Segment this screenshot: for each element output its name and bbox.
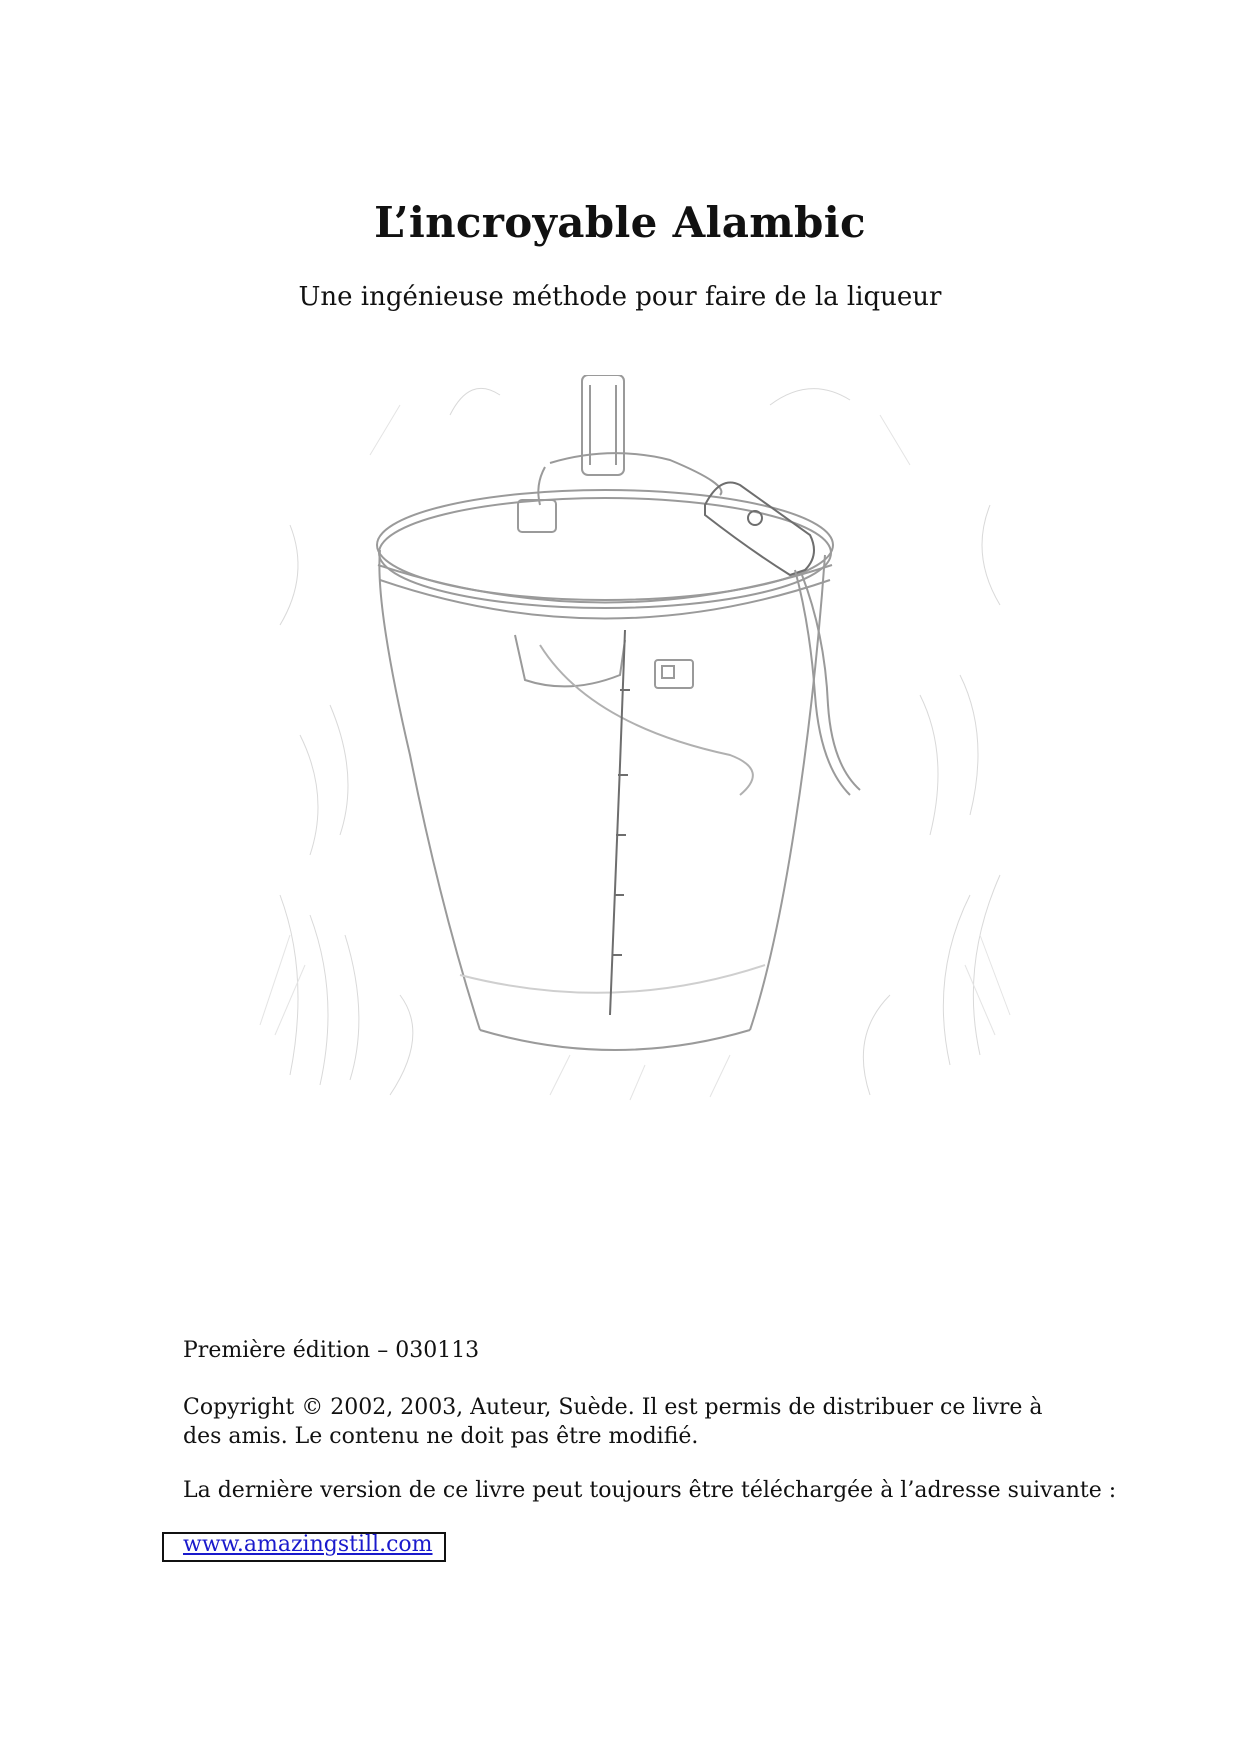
grass-sketch: [280, 388, 1000, 1095]
bucket-label: [655, 660, 693, 688]
document-subtitle: Une ingénieuse méthode pour faire de la liqueur: [298, 282, 942, 312]
website-link[interactable]: www.amazingstill.com: [183, 1532, 433, 1557]
still-column: [518, 375, 721, 532]
link-box: [162, 1532, 446, 1562]
bucket-still-illustration: [250, 375, 1030, 1105]
edition-line: Première édition – 030113: [183, 1338, 480, 1363]
copyright-notice: Copyright © 2002, 2003, Auteur, Suède. Il est permis de distribuer ce livre à des amis. Le contenu ne doit pas être modifié.: [183, 1395, 1043, 1449]
download-note: La dernière version de ce livre peut toujours être téléchargée à l’adresse suivante :: [183, 1478, 1117, 1503]
grass-sketch-dense: [260, 405, 1010, 1100]
heater-unit: [705, 483, 860, 796]
level-scale: [610, 630, 630, 1015]
bucket: [377, 490, 833, 1050]
document-title: L’incroyable Alambic: [374, 198, 866, 247]
